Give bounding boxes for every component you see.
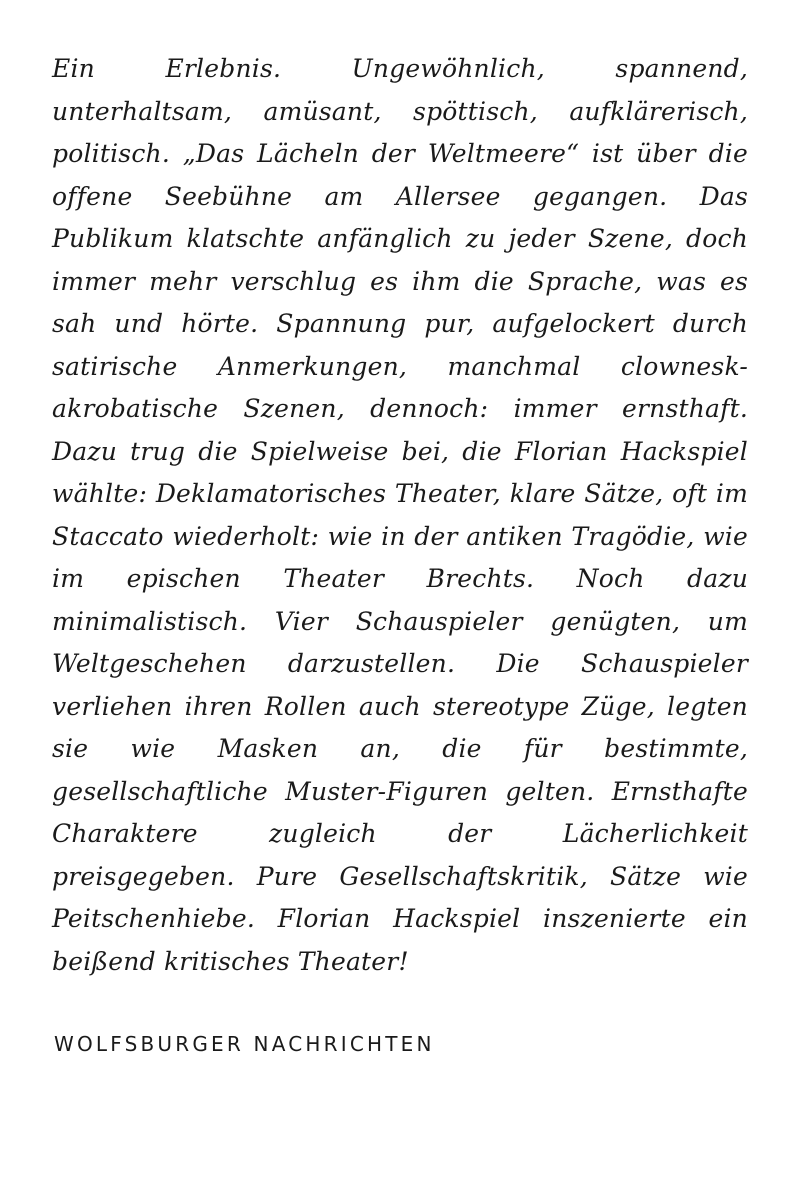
review-quote-text: Ein Erlebnis. Ungewöhnlich, spannend, unterhaltsam, amüsant, spöttisch, aufklärerisch, politisch. „Das Lächeln der Weltmeere“ ist über die offene Seebühne am Allersee gegangen. Das Publikum klatschte anfänglich zu jeder Szene, doch immer mehr verschlug es ihm die Sprache, was es sah und hörte. Spannung pur, aufgelockert durch satirische Anmerkungen, manchmal clownesk- akrobatische Szenen, dennoch: immer ernsthaft. Dazu trug die Spielweise bei, die Florian Hackspiel wählte: Deklamatorisches Theater, klare Sätze, oft im Staccato wiederholt: wie in der antiken Tragödie, wie im epischen Theater Brechts. Noch dazu minimalistisch. Vier Schauspieler genügten, um Weltgeschehen darzustellen. Die Schauspieler verliehen ihren Rollen auch stereotype Züge, legten sie wie Masken an, die für bestimmte, gesellschaftliche Muster-Figuren gelten. Ernsthafte Charaktere zugleich der Lächerlichkeit preisgegeben. Pure Gesellschaftskritik, Sätze wie Peitschenhiebe. Florian Hackspiel inszenierte ein beißend kritisches Theater! — [52, 54, 748, 976]
review-source: WOLFSBURGER NACHRICHTEN — [54, 1032, 435, 1056]
